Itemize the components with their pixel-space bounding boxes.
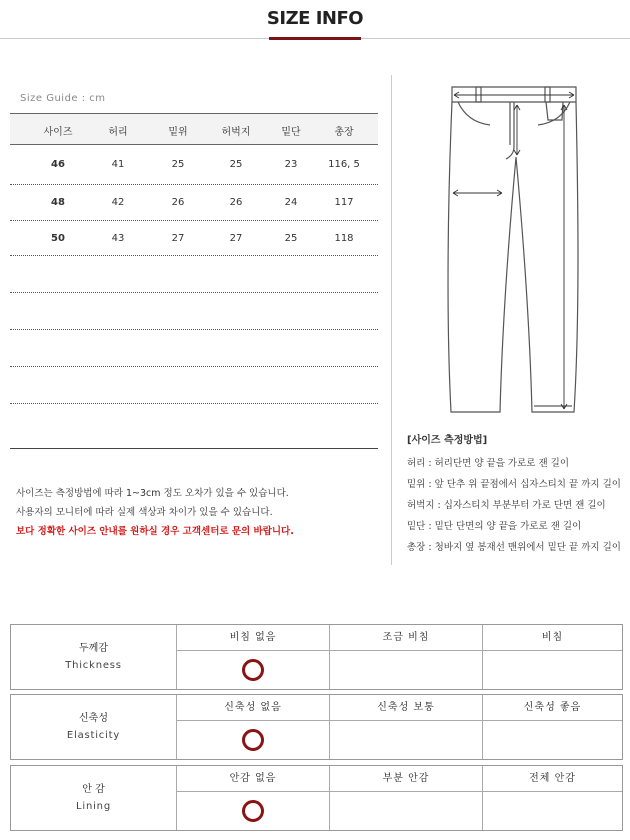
option-label: 신축성 보통 bbox=[330, 695, 482, 721]
note-line: 사용자의 모니터에 따라 실제 색상과 차이가 있을 수 있습니다. bbox=[16, 507, 273, 518]
circle-mark-icon bbox=[242, 729, 264, 751]
property-label bbox=[11, 695, 177, 759]
property-option bbox=[483, 625, 622, 689]
property-option bbox=[330, 625, 483, 689]
table-cell: 43 bbox=[111, 233, 125, 244]
property-name-en: Elasticity bbox=[66, 730, 121, 741]
property-option bbox=[177, 695, 330, 759]
measure-item: 허리 : 허리단면 양 끝을 가로로 잰 길이 bbox=[407, 458, 569, 469]
row-divider bbox=[10, 292, 378, 293]
property-label bbox=[11, 766, 177, 830]
row-divider bbox=[10, 184, 378, 185]
property-name-en: Lining bbox=[76, 801, 111, 812]
table-cell-size: 50 bbox=[51, 233, 65, 244]
col-header: 사이즈 bbox=[43, 127, 73, 138]
property-name: 안 감 bbox=[82, 784, 105, 795]
table-cell-size: 46 bbox=[51, 159, 65, 170]
size-notes bbox=[16, 484, 294, 541]
row-divider bbox=[10, 220, 378, 221]
table-cell: 117 bbox=[334, 197, 354, 208]
circle-mark-icon bbox=[242, 659, 264, 681]
measure-method bbox=[407, 430, 621, 558]
option-label: 전체 안감 bbox=[483, 766, 622, 792]
col-header: 밑단 bbox=[281, 127, 301, 138]
size-table-header bbox=[10, 113, 378, 145]
table-cell: 41 bbox=[111, 159, 125, 170]
property-option bbox=[330, 695, 483, 759]
row-divider bbox=[10, 329, 378, 330]
table-cell: 25 bbox=[229, 159, 243, 170]
table-cell: 26 bbox=[229, 197, 243, 208]
property-thickness bbox=[10, 624, 623, 690]
option-label: 안감 없음 bbox=[177, 766, 329, 792]
column-divider bbox=[391, 75, 392, 565]
note-line: 사이즈는 측정방법에 따라 1~3cm 정도 오차가 있을 수 있습니다. bbox=[16, 488, 289, 499]
title-accent-bar bbox=[269, 37, 361, 40]
table-cell: 116, 5 bbox=[328, 159, 360, 170]
measure-method-title: [사이즈 측정방법] bbox=[407, 435, 488, 446]
option-label: 비침 없음 bbox=[177, 625, 329, 651]
option-label: 신축성 없음 bbox=[177, 695, 329, 721]
col-header: 총장 bbox=[334, 127, 354, 138]
col-header: 허벅지 bbox=[221, 127, 251, 138]
property-lining bbox=[10, 765, 623, 831]
option-label: 조금 비침 bbox=[330, 625, 482, 651]
row-divider bbox=[10, 403, 378, 404]
option-label: 신축성 좋음 bbox=[483, 695, 622, 721]
option-label: 부분 안감 bbox=[330, 766, 482, 792]
measure-item: 밑단 : 밑단 단면의 양 끝을 가로로 잰 길이 bbox=[407, 521, 582, 532]
size-table-bottom-border bbox=[10, 448, 378, 449]
circle-mark-icon bbox=[242, 800, 264, 822]
property-option bbox=[483, 695, 622, 759]
table-cell: 42 bbox=[111, 197, 125, 208]
property-name: 두께감 bbox=[79, 643, 108, 654]
property-elasticity bbox=[10, 694, 623, 760]
row-divider bbox=[10, 366, 378, 367]
property-name-en: Thickness bbox=[65, 660, 122, 671]
row-divider bbox=[10, 255, 378, 256]
measure-item: 총장 : 청바지 옆 봉재선 맨위에서 밑단 끝 까지 길이 bbox=[407, 542, 621, 553]
size-guide-unit: Size Guide : cm bbox=[20, 93, 106, 104]
property-option bbox=[483, 766, 622, 830]
table-cell: 27 bbox=[171, 233, 185, 244]
option-label: 비침 bbox=[483, 625, 622, 651]
property-option bbox=[330, 766, 483, 830]
col-header: 허리 bbox=[108, 127, 128, 138]
property-label bbox=[11, 625, 177, 689]
table-cell: 26 bbox=[171, 197, 185, 208]
table-cell: 27 bbox=[229, 233, 243, 244]
table-cell: 23 bbox=[284, 159, 298, 170]
table-cell-size: 48 bbox=[51, 197, 65, 208]
property-name: 신축성 bbox=[79, 713, 108, 724]
table-cell: 25 bbox=[284, 233, 298, 244]
table-cell: 25 bbox=[171, 159, 185, 170]
measure-item: 허벅지 : 십자스티치 부분부터 가로 단면 잰 길이 bbox=[407, 500, 606, 511]
measure-item: 밑위 : 앞 단추 위 끝점에서 십자스티치 끝 까지 길이 bbox=[407, 479, 621, 490]
page-title: SIZE INFO bbox=[266, 8, 364, 29]
property-option bbox=[177, 766, 330, 830]
note-line-highlight: 보다 정확한 사이즈 안내를 원하실 경우 고객센터로 문의 바랍니다. bbox=[16, 526, 294, 537]
table-cell: 24 bbox=[284, 197, 298, 208]
pants-diagram-icon bbox=[430, 75, 590, 420]
col-header: 밑위 bbox=[168, 127, 188, 138]
table-cell: 118 bbox=[334, 233, 354, 244]
property-option bbox=[177, 625, 330, 689]
